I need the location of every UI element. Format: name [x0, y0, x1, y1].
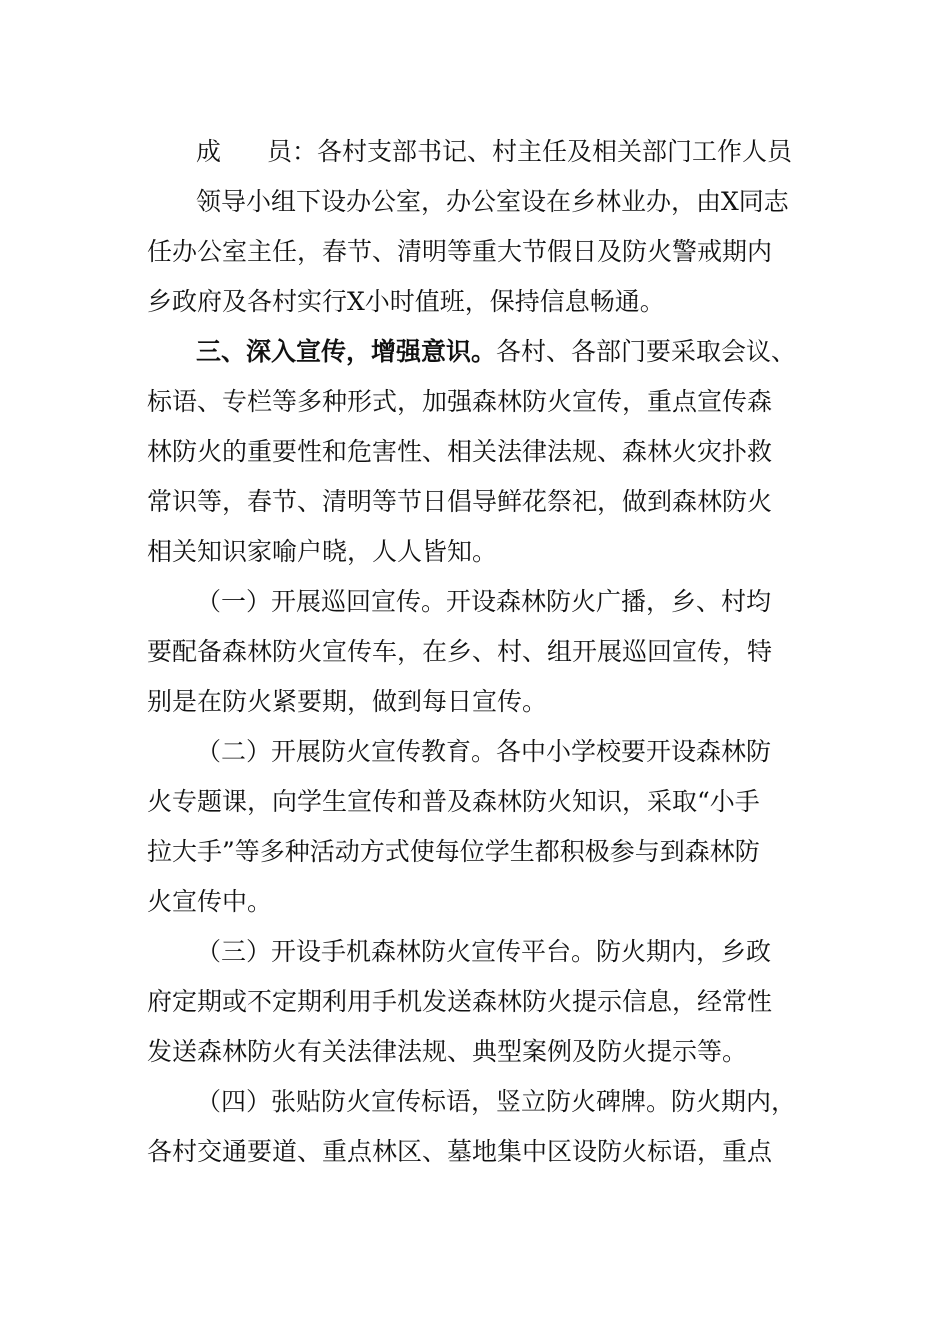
section3-line-2: 标语、专栏等多种形式，加强森林防火宣传，重点宣传森	[147, 387, 773, 416]
item3-line-3: 发送森林防火有关法律法规、典型案例及防火提示等。	[147, 1037, 748, 1066]
section3-line-3: 林防火的重要性和危害性、相关法律法规、森林火灾扑救	[147, 437, 773, 466]
item4-line-1: （四）张贴防火宣传标语，竖立防火碑牌。防火期内，	[196, 1087, 797, 1116]
office-para-line-3: 乡政府及各村实行X小时值班，保持信息畅通。	[147, 287, 665, 316]
item2-line-4: 火宣传中。	[147, 887, 273, 916]
members-label: 成	[196, 137, 222, 166]
item3-line-2: 府定期或不定期利用手机发送森林防火提示信息，经常性	[147, 987, 773, 1016]
office-para-line-1: 领导小组下设办公室，办公室设在乡林业办，由X同志	[196, 187, 789, 216]
section3-line-4: 常识等，春节、清明等节日倡导鲜花祭祀，做到森林防火	[147, 487, 773, 516]
section3-lead: 各村、各部门要采取会议、	[496, 337, 797, 366]
item1-line-2: 要配备森林防火宣传车，在乡、村、组开展巡回宣传，特	[147, 637, 773, 666]
section3-line-1	[196, 337, 796, 367]
members-text: 员：各村支部书记、村主任及相关部门工作人员	[267, 137, 793, 166]
item1-line-3: 别是在防火紧要期，做到每日宣传。	[147, 687, 548, 716]
item1-line-1: （一）开展巡回宣传。开设森林防火广播，乡、村均	[196, 587, 772, 616]
item4-line-2: 各村交通要道、重点林区、墓地集中区设防火标语，重点	[147, 1137, 773, 1166]
item3-line-1: （三）开设手机森林防火宣传平台。防火期内，乡政	[196, 937, 772, 966]
office-para-line-2: 任办公室主任，春节、清明等重大节假日及防火警戒期内	[147, 237, 773, 266]
item2-line-3: 拉大手”等多种活动方式使每位学生都积极参与到森林防	[147, 837, 760, 866]
section3-line-5: 相关知识家喻户晓，人人皆知。	[147, 537, 498, 566]
item2-line-2: 火专题课，向学生宣传和普及森林防火知识，采取“小手	[147, 787, 760, 816]
members-line	[196, 137, 792, 167]
section3-heading: 三、深入宣传，增强意识。	[196, 337, 497, 366]
item2-line-1: （二）开展防火宣传教育。各中小学校要开设森林防	[196, 737, 772, 766]
